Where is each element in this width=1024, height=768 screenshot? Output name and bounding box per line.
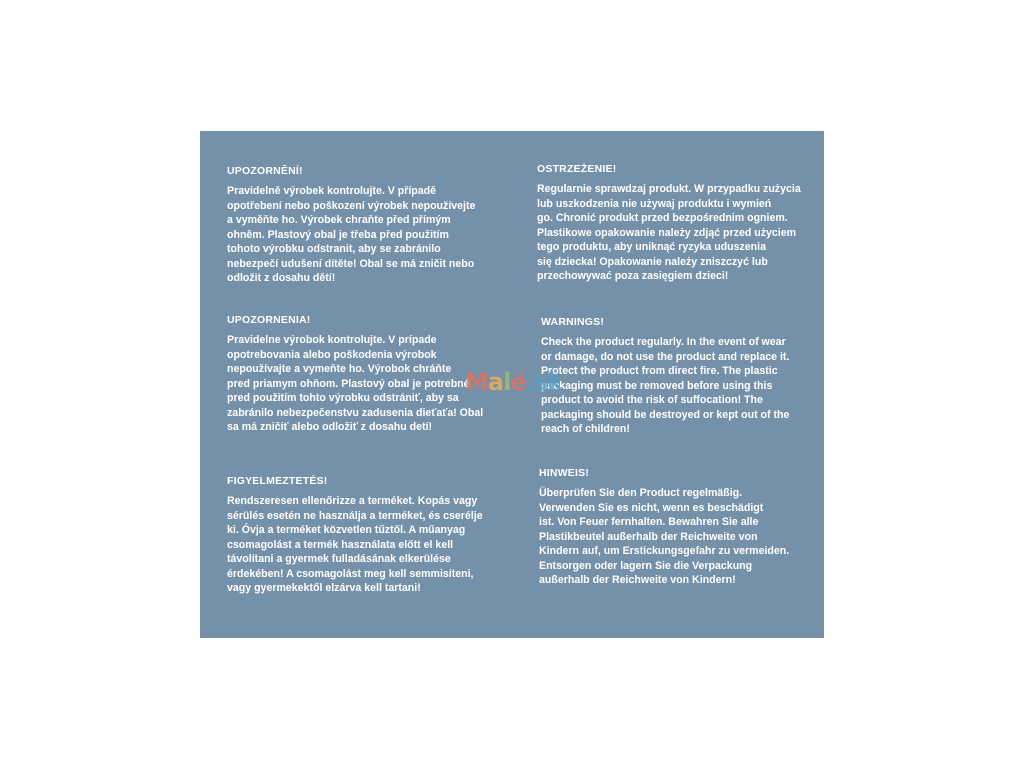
section-text-slovak: Pravidelne výrobok kontrolujte. V prípade opotrebovania alebo poškodenia výrobok nepoužívajte a vymeňte ho. Výrobok chráňte pred priamym ohňom. Plastový obal je potrebné pred použitím tohto výrobku odstrániť, aby sa zabránilo nebezpečenstvu zadusenia dieťaťa! Obal sa má zničiť alebo odložiť z dosahu detí!: [227, 334, 484, 433]
warning-section-polish: [537, 163, 812, 284]
section-heading-slovak: UPOZORNENIA!: [227, 314, 311, 326]
warning-section-slovak: [227, 314, 502, 435]
section-text-hungarian: Rendszeresen ellenőrizze a terméket. Kopás vagy sérülés esetén ne használja a terméket, és cserélje ki. Óvja a terméket közvetlen tűztől. A műanyag csomagolást a termék használata előtt el kell távolítani a gyermek fulladásának elkerülése érdekében! A csomagolást meg kell semmisíteni, vagy gyermekektől elzárva kell tartani!: [227, 495, 483, 594]
section-text-czech: Pravidelně výrobek kontrolujte. V případě opotřebení nebo poškození výrobek nepoužívejte a vyměňte ho. Výrobek chraňte před přímým ohněm. Plastový obal je třeba před použitím tohoto výrobku odstranit, aby se zabránilo nebezpečí udušení dítěte! Obal se má zničit nebo odložit z dosahu dětí!: [227, 185, 476, 284]
warning-section-german: [539, 467, 814, 588]
section-heading-polish: OSTRZEŻENIE!: [537, 163, 617, 175]
section-heading-english: WARNINGS!: [541, 316, 605, 328]
warning-panel: [200, 131, 824, 638]
section-heading-german: HINWEIS!: [539, 467, 590, 479]
warning-section-english: [541, 316, 811, 437]
warning-section-czech: [227, 165, 502, 286]
section-text-german: Überprüfen Sie den Product regelmäßig. Verwenden Sie es nicht, wenn es beschädigt ist. Von Feuer fernhalten. Bewahren Sie alle Plastikbeutel außerhalb der Reichweite von Kindern auf, um Erstickungsgefahr zu vermeiden. Entsorgen oder lagern Sie die Verpackung außerhalb der Reichweite von Kindern!: [539, 487, 790, 586]
section-text-polish: Regularnie sprawdzaj produkt. W przypadku zużycia lub uszkodzenia nie używaj produktu i wymień go. Chronić produkt przed bezpośrednim ogniem. Plastikowe opakowanie należy zdjąć przed użyciem tego produktu, aby uniknąć ryzyka uduszenia się dziecka! Opakowanie należy zniszczyć lub przechowywać poza zasięgiem dzieci!: [537, 183, 801, 282]
section-text-english: Check the product regularly. In the event of wear or damage, do not use the product and replace it. Protect the product from direct fire. The plastic packaging must be removed before using this product to avoid the risk of suffocation! The packaging should be destroyed or kept out of the reach of children!: [541, 336, 790, 435]
watermark-logo: Malé.sk: [465, 368, 562, 396]
warning-section-hungarian: [227, 475, 502, 596]
section-heading-hungarian: FIGYELMEZTETÉS!: [227, 475, 328, 487]
section-heading-czech: UPOZORNĚNÍ!: [227, 165, 303, 177]
